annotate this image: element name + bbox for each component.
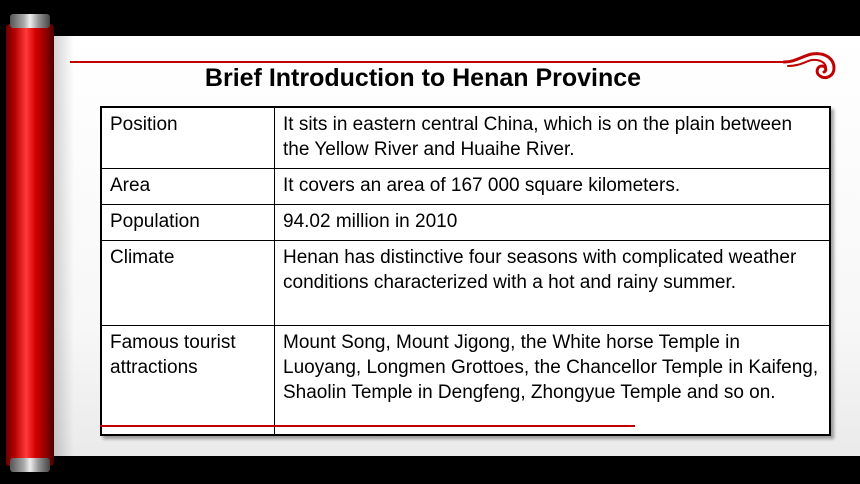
swirl-ornament-icon bbox=[782, 44, 842, 88]
row-label: Famous tourist attractions bbox=[101, 326, 275, 436]
row-value: 94.02 million in 2010 bbox=[275, 205, 831, 241]
row-value: It sits in eastern central China, which is on the plain between the Yellow River and Huaihe River. bbox=[275, 107, 831, 169]
scroll-roller bbox=[6, 24, 54, 466]
roller-cap-top bbox=[10, 14, 50, 28]
table-row bbox=[101, 107, 830, 169]
roller-cap-bottom bbox=[10, 458, 50, 472]
row-value: Mount Song, Mount Jigong, the White horse Temple in Luoyang, Longmen Grottoes, the Chancellor Temple in Kaifeng, Shaolin Temple in Dengfeng, Zhongyue Temple and so on. bbox=[275, 326, 831, 436]
table-row bbox=[101, 205, 830, 241]
table-row bbox=[101, 169, 830, 205]
table-row bbox=[101, 241, 830, 326]
decorative-line-top bbox=[70, 61, 790, 63]
row-label: Climate bbox=[101, 241, 275, 326]
row-value: It covers an area of 167 000 square kilometers. bbox=[275, 169, 831, 205]
row-label: Position bbox=[101, 107, 275, 169]
row-value: Henan has distinctive four seasons with complicated weather conditions characterized with a hot and rainy summer. bbox=[275, 241, 831, 326]
decorative-line-bottom bbox=[100, 425, 635, 427]
row-label: Area bbox=[101, 169, 275, 205]
page-title: Brief Introduction to Henan Province bbox=[204, 64, 642, 92]
row-label: Population bbox=[101, 205, 275, 241]
table-row bbox=[101, 326, 830, 436]
info-table bbox=[100, 106, 831, 436]
